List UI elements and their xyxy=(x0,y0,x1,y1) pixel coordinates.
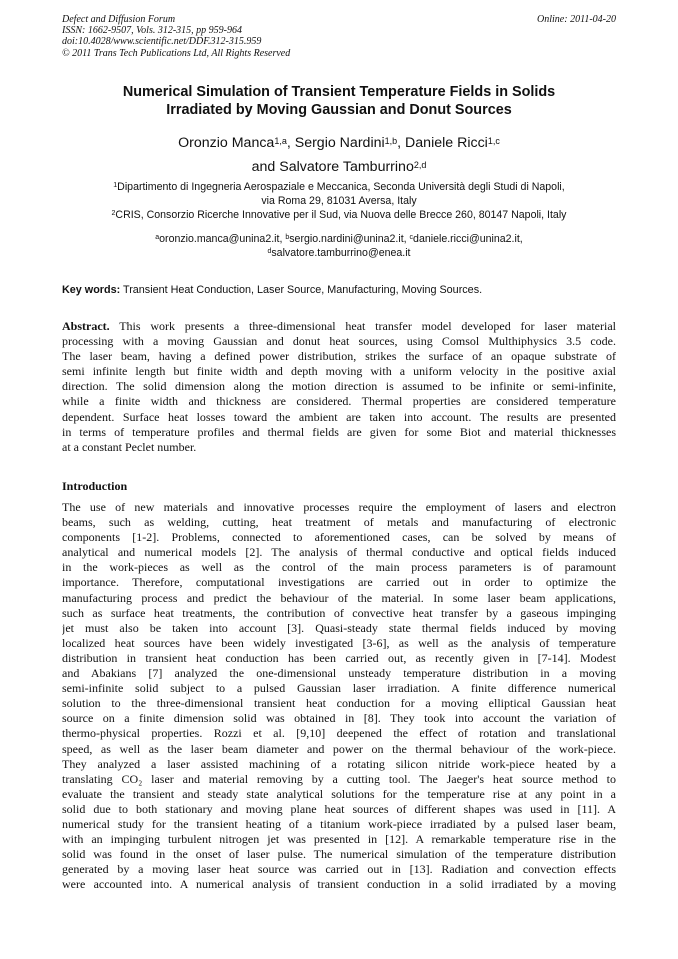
affiliations xyxy=(62,180,616,223)
intro-line: translating CO₂ laser and material removing by a cutting tool. The Jaeger's heat source method to xyxy=(62,771,616,786)
intro-line: source on a finite dimension solid was obtained in [8]. They took into account the variation of xyxy=(62,711,616,726)
author-sup: 2,d xyxy=(413,160,427,170)
abstract-line: in terms of temperature profiles and thermal fields are given for some Biot and material thicknesses xyxy=(62,424,616,439)
author-sup: 1,c xyxy=(487,136,500,146)
abstract-line-text: This work presents a three-dimensional heat transfer model developed for laser material xyxy=(109,319,616,333)
intro-line: solution to the three-dimensional transient heat conduction for a moving elliptical Gaussian heat xyxy=(62,696,616,711)
email-sup: a xyxy=(155,234,160,241)
abstract-line xyxy=(62,319,616,334)
email-tamburrino[interactable]: salvatore.tamburrino@enea.it xyxy=(271,247,411,260)
abstract-line: direction. The solid dimension along the motion direction is assumed to be infinite or semi-infinite, xyxy=(62,379,616,394)
abstract-line: The laser beam, having a defined power distribution, strikes the surface of an opaque substrate of xyxy=(62,349,616,364)
abstract-line: while a finite width and thickness are considered. Thermal properties are considered temperature xyxy=(62,394,616,409)
affiliation-sup: 2 xyxy=(111,210,116,218)
title-line-2: Irradiated by Moving Gaussian and Donut Sources xyxy=(166,102,512,118)
section-heading-introduction: Introduction xyxy=(62,479,128,493)
intro-line: analytical and numerical models [2]. The analysis of thermal conductive and optical fields induced xyxy=(62,545,616,560)
intro-line: semi-infinite solid subject to a pulsed Gaussian laser irradiation. A finite difference numerical xyxy=(62,681,616,696)
author-separator: , xyxy=(397,135,406,151)
intro-line: They analyzed a laser assisted machining of a rotating silicon nitride work-piece heated by a xyxy=(62,756,616,771)
author-and: and xyxy=(251,159,280,175)
abstract-line: dependent. Surface heat losses toward the ambient are taken into account. The results are presented xyxy=(62,409,616,424)
emails-line-2 xyxy=(62,246,616,260)
intro-line: manufacturing process and predict the behaviour of the material. In some laser beam applications, xyxy=(62,590,616,605)
intro-line: numerical study for the transient heating of a titanium work-piece irradiated by a pulsed laser beam, xyxy=(62,816,616,831)
email-manca[interactable]: oronzio.manca@unina2.it, xyxy=(159,233,286,245)
abstract-line: processing with a moving Gaussian and donut heat sources, using Comsol Multhiphysics 3.5 code. xyxy=(62,334,616,349)
paper-title xyxy=(62,83,616,119)
affiliation-sup: 1 xyxy=(113,182,118,189)
intro-line: importance. Therefore, computational investigations are carried out in order to optimize the xyxy=(62,575,616,590)
intro-line: The use of new materials and innovative processes require the employment of lasers and electron xyxy=(62,500,616,514)
intro-line: thermo-physical properties. Rozzi et al. [9,10] deepened the effect of rotation and translational xyxy=(62,726,616,741)
abstract-line: semi infinite length but finite width and depth moving with a uniform velocity in the positive axial xyxy=(62,364,616,379)
affiliation-2-text: CRIS, Consorzio Ricerche Innovative per il Sud, via Nuova delle Brecce 260, 80147 Napoli, Italy xyxy=(115,209,567,222)
abstract-paragraph xyxy=(62,319,616,455)
author-list xyxy=(62,131,616,179)
issn-line: ISSN: 1662-9507, Vols. 312-315, pp 959-964 xyxy=(62,25,242,37)
abstract-line: at a constant Peclet number. xyxy=(62,439,197,454)
email-sup: d xyxy=(267,248,272,256)
intro-line: beams, such as welding, cutting, heat treatment of metals and manufacturing of electronic xyxy=(62,515,616,530)
intro-line: localized heat sources have been widely investigated [3-6], as well as the analysis of temperature xyxy=(62,635,616,650)
copyright-line: © 2011 Trans Tech Publications Ltd, All Rights Reserved xyxy=(62,47,291,59)
intro-line: jet must also be taken into account [3]. Quasi-steady state thermal fields induced by moving xyxy=(62,620,616,635)
intro-line: distribution in transient heat conduction has been carried out, as recently given in [7-14]. Modest xyxy=(62,650,616,665)
intro-line: were accounted into. A numerical analysis of transient conduction in a solid irradiated by a moving xyxy=(62,877,616,892)
keywords-label: Key words: xyxy=(62,284,121,296)
online-date: Online: 2011-04-20 xyxy=(537,14,616,25)
author-nardini: Sergio Nardini xyxy=(294,135,385,151)
author-sup: 1,a xyxy=(274,136,287,146)
intro-line: evaluate the transient and steady state analytical solutions for the temperature rise at any point in a xyxy=(62,786,616,801)
intro-line: solid due to both stationary and moving plane heat sources of different shapes was used in [11]. A xyxy=(62,801,616,816)
intro-line: with an impinging turbulent nitrogen jet was presented in [12]. A remarkable temperature rise in the xyxy=(62,832,616,847)
affiliation-1 xyxy=(62,180,616,194)
intro-line: solid was found in the onset of laser pulse. The numerical simulation of the temperature distribution xyxy=(62,847,616,862)
author-manca: Oronzio Manca xyxy=(178,135,275,151)
title-line-1: Numerical Simulation of Transient Temperature Fields in Solids xyxy=(122,84,556,100)
doi-line[interactable]: doi:10.4028/www.scientific.net/DDF.312-315.959 xyxy=(62,36,262,48)
intro-line: speed, as well as the laser beam diameter and power on the thermal behaviour of the work-piece. xyxy=(62,741,616,756)
author-separator: , xyxy=(286,135,295,151)
author-tamburrino: Salvatore Tamburrino xyxy=(279,159,414,175)
author-sup: 1,b xyxy=(384,136,398,146)
affiliation-1-line-1: Dipartimento di Ingegneria Aerospaziale e Meccanica, Seconda Università degli Studi di Napoli, xyxy=(117,181,565,193)
email-nardini[interactable]: sergio.nardini@unina2.it, xyxy=(289,233,410,245)
keywords-text: Transient Heat Conduction, Laser Source, Manufacturing, Moving Sources. xyxy=(120,284,483,296)
introduction-paragraph xyxy=(62,500,616,892)
intro-line: components [1-2]. Problems, connected to aforementioned cases, can be solved by means of xyxy=(62,530,616,545)
intro-line: generated by a moving laser heat source was carried out in [13]. Radiation and convection effects xyxy=(62,862,616,877)
authors-line-2 xyxy=(62,155,616,179)
affiliation-2 xyxy=(62,208,616,222)
intro-line: and Abakians [7] analyzed the one-dimensional unsteady temperature distribution in a moving xyxy=(62,666,616,681)
affiliation-1-line-2: via Roma 29, 81031 Aversa, Italy xyxy=(261,195,417,208)
email-sup: c xyxy=(409,234,414,241)
abstract-label: Abstract. xyxy=(62,319,110,333)
authors-line-1 xyxy=(62,131,616,155)
email-ricci[interactable]: daniele.ricci@unina2.it, xyxy=(413,233,523,245)
author-ricci: Daniele Ricci xyxy=(405,135,488,151)
journal-header xyxy=(62,14,616,59)
emails-line-1 xyxy=(62,232,616,246)
keywords xyxy=(62,283,616,297)
email-sup: b xyxy=(285,234,290,241)
author-emails xyxy=(62,232,616,260)
intro-line: in the work-pieces as well as the control of the main process parameters is of paramount xyxy=(62,560,616,575)
journal-name: Defect and Diffusion Forum xyxy=(62,14,176,25)
intro-line: such as surface heat treatments, the contribution of convective heat transfer by a gaseous impinging xyxy=(62,605,616,620)
